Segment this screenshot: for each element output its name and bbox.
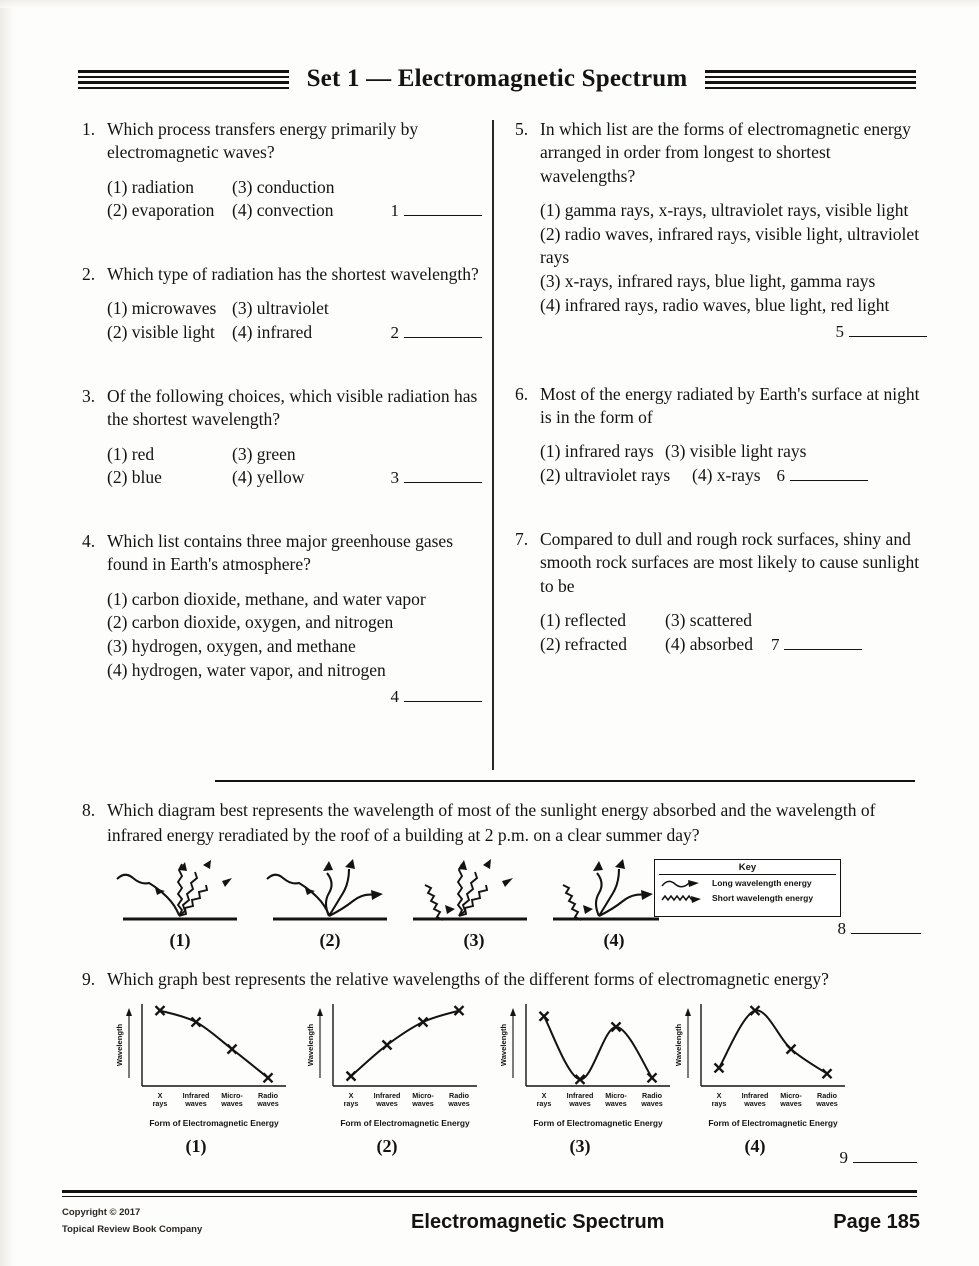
- answer-number: 6: [776, 466, 786, 486]
- footer-title: Electromagnetic Spectrum: [411, 1211, 665, 1233]
- answer-blank[interactable]: [836, 320, 928, 343]
- svg-text:Wavelength: Wavelength: [115, 1023, 124, 1067]
- section-divider: [215, 780, 915, 782]
- graph-choice-2[interactable]: [287, 998, 487, 1157]
- header-rule-right: [705, 70, 916, 89]
- page-title: Set 1 — Electromagnetic Spectrum: [306, 65, 688, 92]
- svg-text:Form of Electromagnetic Energy: Form of Electromagnetic Energy: [340, 1117, 470, 1128]
- key-row-short: [655, 890, 840, 905]
- answer-line[interactable]: [404, 201, 482, 216]
- answer-number: 2: [390, 323, 399, 343]
- svg-text:waves: waves: [257, 1098, 279, 1108]
- question-text: Compared to dull and rough rock surfaces, shiny and smooth rock surfaces are most likely to cause sunlight to be: [540, 529, 920, 596]
- choice-option[interactable]: (4) hydrogen, water vapor, and nitrogen: [107, 660, 386, 681]
- question-number: 6.: [515, 383, 529, 404]
- question-text: Most of the energy radiated by Earth's surface at night is in the form of: [540, 383, 920, 428]
- footer-rule: [62, 1190, 917, 1197]
- copyright-line-2: Topical Review Book Company: [62, 1223, 203, 1235]
- answer-number: 7: [770, 634, 780, 654]
- choice-option[interactable]: (1) radiation: [107, 176, 194, 197]
- choice-option[interactable]: (3) x-rays, infrared rays, blue light, gamma rays: [540, 271, 876, 292]
- key-label-long: Long wavelength energy: [712, 878, 812, 889]
- question-6: [515, 383, 927, 488]
- graph-label: (4): [744, 1135, 766, 1156]
- choice-option[interactable]: (4) infrared rays, radio waves, blue light, red light: [540, 294, 890, 315]
- spacer: [515, 349, 927, 383]
- copyright-block: [62, 1205, 202, 1238]
- answer-number: 8: [837, 918, 846, 938]
- choice-list: [540, 609, 927, 657]
- header-rule-left: [78, 70, 289, 89]
- question-number: 2.: [82, 264, 96, 285]
- svg-text:rays: rays: [711, 1098, 727, 1108]
- question-number: 7.: [515, 529, 529, 550]
- question-5: [515, 118, 927, 343]
- scan-edge-shading: [0, 0, 14, 1266]
- question-number: 9.: [82, 969, 96, 989]
- svg-text:waves: waves: [744, 1098, 766, 1108]
- diagram-label: (2): [319, 929, 341, 950]
- choice-list: [107, 297, 482, 345]
- choice-option[interactable]: (3) scattered: [665, 609, 752, 630]
- choice-option[interactable]: (1) red: [107, 443, 155, 464]
- short-wave-icon: [661, 892, 705, 905]
- diagram-label: (1): [169, 929, 191, 950]
- question-text: Which process transfers energy primarily by electromagnetic waves?: [107, 119, 419, 163]
- footer-page-number: Page 185: [833, 1211, 920, 1233]
- choice-list: [107, 588, 482, 708]
- diagram-key-box: [654, 859, 841, 917]
- svg-text:X: X: [157, 1090, 163, 1100]
- choice-option[interactable]: (1) carbon dioxide, methane, and water vapor: [107, 588, 426, 609]
- svg-text:waves: waves: [185, 1098, 207, 1108]
- choice-option[interactable]: (1) gamma rays, x-rays, ultraviolet rays, visible light: [540, 199, 909, 220]
- answer-line[interactable]: [849, 322, 927, 337]
- question-number: 3.: [82, 385, 96, 406]
- svg-text:waves: waves: [448, 1098, 470, 1108]
- svg-text:rays: rays: [536, 1098, 552, 1108]
- answer-line[interactable]: [851, 919, 921, 934]
- diagram-label: (4): [603, 929, 625, 950]
- answer-number: 1: [390, 201, 399, 221]
- question-number: 5.: [515, 119, 529, 139]
- graph-canvas-4: [655, 998, 855, 1135]
- graph-label: (1): [185, 1135, 207, 1156]
- answer-blank[interactable]: [391, 199, 483, 222]
- svg-text:waves: waves: [221, 1098, 243, 1108]
- choice-option[interactable]: (4) x-rays: [692, 465, 761, 486]
- svg-text:Micro-: Micro-: [412, 1090, 434, 1100]
- diagram-short-in-short-out: [409, 857, 539, 929]
- choice-option[interactable]: (3) ultraviolet: [232, 298, 329, 319]
- answer-line[interactable]: [853, 1148, 917, 1163]
- spacer: [82, 351, 482, 385]
- question-text: Which graph best represents the relative wavelengths of the different forms of electromagnetic energy?: [107, 969, 829, 989]
- diagram-long-in-short-out: [115, 857, 245, 929]
- svg-text:waves: waves: [376, 1098, 398, 1108]
- svg-text:Infrared: Infrared: [741, 1090, 769, 1100]
- choice-option[interactable]: (1) infrared rays: [540, 441, 654, 462]
- question-number: 1.: [82, 119, 96, 139]
- key-title: Key: [659, 860, 836, 875]
- choice-option[interactable]: (1) reflected: [540, 609, 626, 630]
- choice-option[interactable]: (4) absorbed: [665, 633, 753, 654]
- question-text: Which type of radiation has the shortest wavelength?: [107, 264, 479, 285]
- question-text: Which list contains three major greenhouse gases found in Earth's atmosphere?: [107, 531, 454, 575]
- graph-choice-3[interactable]: [480, 998, 680, 1157]
- svg-text:Infrared: Infrared: [182, 1090, 210, 1100]
- graph-choice-4[interactable]: [655, 998, 855, 1157]
- key-row-long: [655, 875, 840, 890]
- answer-number: 3: [390, 468, 399, 488]
- svg-text:Micro-: Micro-: [605, 1090, 627, 1100]
- question-9: [82, 967, 927, 1167]
- choice-option[interactable]: (2) radio waves, infrared rays, visible light, ultraviolet rays: [540, 223, 920, 268]
- svg-text:Infrared: Infrared: [566, 1090, 594, 1100]
- choice-option[interactable]: (4) yellow: [232, 467, 305, 488]
- svg-text:X: X: [716, 1090, 722, 1100]
- page-header: [78, 58, 916, 100]
- column-divider: [492, 120, 494, 770]
- answer-number: 5: [835, 321, 844, 341]
- choice-option[interactable]: (2) blue: [107, 467, 162, 488]
- diagram-choice-1[interactable]: [110, 857, 250, 951]
- choice-option[interactable]: (3) green: [232, 443, 296, 464]
- answer-blank-8[interactable]: [838, 919, 922, 939]
- question-column-right: [515, 118, 927, 662]
- svg-text:waves: waves: [780, 1098, 802, 1108]
- key-label-short: Short wavelength energy: [712, 893, 814, 904]
- answer-line[interactable]: [790, 466, 868, 481]
- choice-option[interactable]: (2) visible light: [107, 322, 215, 343]
- choice-option[interactable]: (2) refracted: [540, 633, 627, 654]
- question-number: 8.: [82, 800, 96, 820]
- svg-text:waves: waves: [816, 1098, 838, 1108]
- svg-text:Radio: Radio: [817, 1090, 837, 1100]
- answer-line[interactable]: [784, 635, 862, 650]
- svg-text:Form of Electromagnetic Energy: Form of Electromagnetic Energy: [708, 1117, 838, 1128]
- svg-text:Wavelength: Wavelength: [499, 1023, 508, 1067]
- page-footer: [62, 1205, 920, 1238]
- svg-text:X: X: [348, 1090, 354, 1100]
- spacer: [82, 229, 482, 263]
- question-8: [82, 798, 927, 952]
- answer-line[interactable]: [404, 323, 482, 338]
- question-text: Of the following choices, which visible radiation has the shortest wavelength?: [107, 385, 478, 430]
- svg-text:Wavelength: Wavelength: [674, 1023, 683, 1067]
- answer-blank[interactable]: [771, 633, 863, 656]
- choice-option[interactable]: (3) conduction: [232, 176, 335, 197]
- svg-text:Micro-: Micro-: [221, 1090, 243, 1100]
- answer-blank-9[interactable]: [840, 1148, 918, 1168]
- choice-list: [107, 176, 482, 224]
- answer-blank[interactable]: [391, 321, 483, 344]
- svg-text:Radio: Radio: [642, 1090, 662, 1100]
- svg-text:rays: rays: [343, 1098, 359, 1108]
- question-column-left: [82, 118, 482, 714]
- answer-blank[interactable]: [391, 466, 483, 489]
- svg-text:Micro-: Micro-: [780, 1090, 802, 1100]
- question-3: [82, 385, 482, 490]
- graph-canvas-2: [287, 998, 487, 1135]
- svg-text:Radio: Radio: [449, 1090, 469, 1100]
- spacer: [82, 496, 482, 530]
- diagram-choice-2[interactable]: [260, 857, 400, 951]
- svg-text:Form of Electromagnetic Energy: Form of Electromagnetic Energy: [533, 1117, 663, 1128]
- choice-option[interactable]: (4) infrared: [232, 322, 313, 343]
- choice-option[interactable]: (4) convection: [232, 200, 334, 221]
- question-4: [82, 530, 482, 708]
- choice-list: [540, 199, 927, 343]
- svg-text:X: X: [541, 1090, 547, 1100]
- svg-text:waves: waves: [605, 1098, 627, 1108]
- diagram-label: (3): [463, 929, 485, 950]
- answer-blank[interactable]: [777, 464, 869, 487]
- answer-line[interactable]: [404, 468, 482, 483]
- choice-option[interactable]: (1) microwaves: [107, 298, 217, 319]
- question-number: 4.: [82, 531, 96, 552]
- graph-canvas-3: [480, 998, 680, 1135]
- svg-text:waves: waves: [412, 1098, 434, 1108]
- svg-text:Infrared: Infrared: [373, 1090, 401, 1100]
- svg-text:waves: waves: [569, 1098, 591, 1108]
- choice-option[interactable]: (2) carbon dioxide, oxygen, and nitrogen: [107, 612, 394, 633]
- graph-choice-1[interactable]: [96, 998, 296, 1157]
- choice-list: [107, 443, 482, 491]
- question-2: [82, 263, 482, 345]
- scan-edge-shading-top: [0, 0, 979, 8]
- svg-text:waves: waves: [641, 1098, 663, 1108]
- choice-option[interactable]: (3) visible light rays: [665, 441, 807, 462]
- spacer: [515, 494, 927, 528]
- svg-text:rays: rays: [152, 1098, 168, 1108]
- answer-blank[interactable]: [391, 685, 483, 708]
- svg-text:Radio: Radio: [258, 1090, 278, 1100]
- question-7: [515, 528, 927, 656]
- choice-option[interactable]: (2) evaporation: [107, 200, 215, 221]
- svg-text:Wavelength: Wavelength: [306, 1023, 315, 1067]
- graph-canvas-1: [96, 998, 296, 1135]
- diagram-choice-3[interactable]: [404, 857, 544, 951]
- long-wave-icon: [661, 877, 705, 890]
- answer-number: 4: [390, 686, 399, 706]
- svg-text:Form of Electromagnetic Energy: Form of Electromagnetic Energy: [149, 1117, 279, 1128]
- question-1: [82, 118, 482, 223]
- diagram-long-in-long-out: [265, 857, 395, 929]
- graph-label: (3): [569, 1135, 591, 1156]
- answer-number: 9: [839, 1147, 848, 1167]
- choice-option[interactable]: (3) hydrogen, oxygen, and methane: [107, 636, 356, 657]
- diagram-choice-group: [82, 857, 927, 952]
- question-text: Which diagram best represents the wavelength of most of the sunlight energy absorbed and the wavelength of infrared energy reradiated by the roof of a building at 2 p.m. on a clear summer day?: [107, 800, 876, 845]
- copyright-line-1: Copyright © 2017: [62, 1207, 141, 1218]
- graph-label: (2): [376, 1135, 398, 1156]
- choice-list: [540, 440, 927, 488]
- graph-choice-group: [82, 998, 927, 1167]
- choice-option[interactable]: (2) ultraviolet rays: [540, 465, 671, 486]
- question-text: In which list are the forms of electromagnetic energy arranged in order from longest to shortest wavelengths?: [540, 119, 911, 186]
- answer-line[interactable]: [404, 687, 482, 702]
